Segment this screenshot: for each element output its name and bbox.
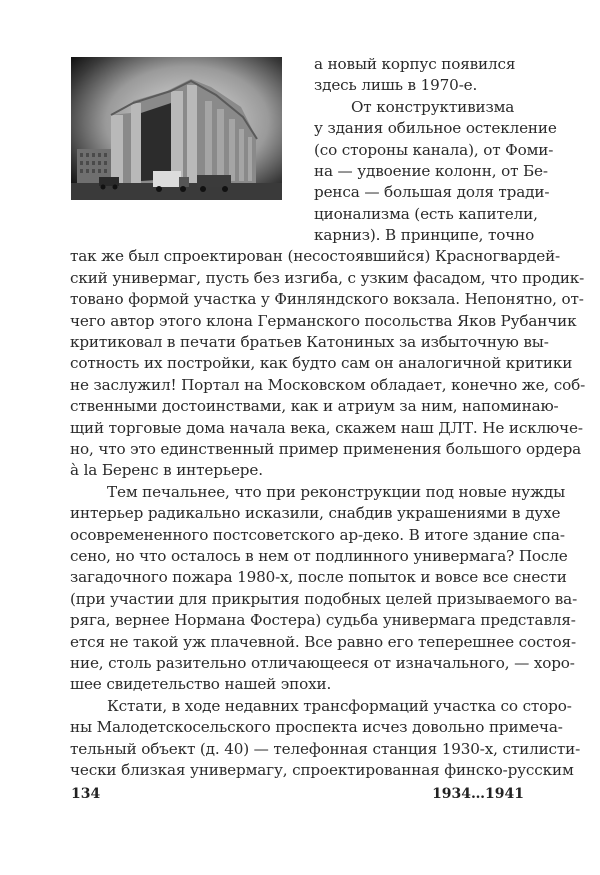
text-line: ряга, вернее Нормана Фостера) судьба универмага представля- [70, 611, 576, 629]
text-line: загадочного пожара 1980-х, после попыток и вовсе все снести [70, 568, 567, 586]
text-line: ционализма (есть капители, [314, 205, 538, 223]
text-line-paragraph-start: От конструктивизма [351, 98, 515, 116]
text-line: тельный объект (д. 40) — телефонная станция 1930-х, стилисти- [70, 740, 581, 758]
text-line: ется не такой уж плачевной. Все равно его теперешнее состоя- [70, 633, 576, 651]
text-line: здесь лишь в 1970-е. [314, 76, 478, 94]
text-line: у здания обильное остекление [314, 119, 557, 137]
text-line: сотность их постройки, как будто сам он аналогичной критики [70, 354, 573, 372]
building-photo [71, 57, 282, 200]
text-line: ственными достоинствами, как и атриум за ним, напоминаю- [70, 397, 559, 415]
text-line: (со стороны канала), от Фоми- [314, 141, 554, 159]
text-line: шее свидетельство нашей эпохи. [70, 675, 332, 693]
text-line: чего автор этого клона Германского посольства Яков Рубанчик [70, 312, 577, 330]
text-line: критиковал в печати братьев Катониных за избыточную вы- [70, 333, 549, 351]
text-line: ны Малодетскосельского проспекта исчез довольно примеча- [70, 718, 563, 736]
text-line: сено, но что осталось в нем от подлинного универмага? После [70, 547, 568, 565]
text-line: ренса — большая доля тради- [314, 183, 550, 201]
text-line: (при участии для прикрытия подобных целей призываемого ва- [70, 590, 578, 608]
text-line: чески близкая универмагу, спроектированная финско-русским [70, 761, 574, 779]
text-line: карниз). В принципе, точно [314, 226, 535, 244]
page-number: 134 [71, 786, 101, 802]
text-line: ние, столь разительно отличающееся от изначального, — хоро- [70, 654, 575, 672]
text-line: а новый корпус появился [314, 55, 516, 73]
text-line: товано формой участка у Финляндского вокзала. Непонятно, от- [70, 290, 584, 308]
text-line: à la Беренс в интерьере. [70, 461, 263, 479]
text-line: но, что это единственный пример применения большого ордера [70, 440, 582, 458]
text-line: щий торговые дома начала века, скажем наш ДЛТ. Не исключе- [70, 419, 583, 437]
text-line: осовремененного постсоветского ар-деко. В итоге здание спа- [70, 526, 565, 544]
text-line: на — удвоение колонн, от Бе- [314, 162, 548, 180]
text-line: так же был спроектирован (несостоявшийся) Красногвардей- [70, 247, 561, 265]
text-line: не заслужил! Портал на Московском обладает, конечно же, соб- [70, 376, 586, 394]
text-line: ский универмаг, пусть без изгиба, с узким фасадом, что продик- [70, 269, 585, 287]
text-line-paragraph-start: Тем печальнее, что при реконструкции под новые нужды [107, 483, 566, 501]
text-line: интерьер радикально исказили, снабдив украшениями в духе [70, 504, 561, 522]
building-photo-illustration [71, 57, 282, 200]
text-line-paragraph-start: Кстати, в ходе недавних трансформаций участка со сторо- [107, 697, 572, 715]
running-head: 1934…1941 [432, 786, 524, 802]
